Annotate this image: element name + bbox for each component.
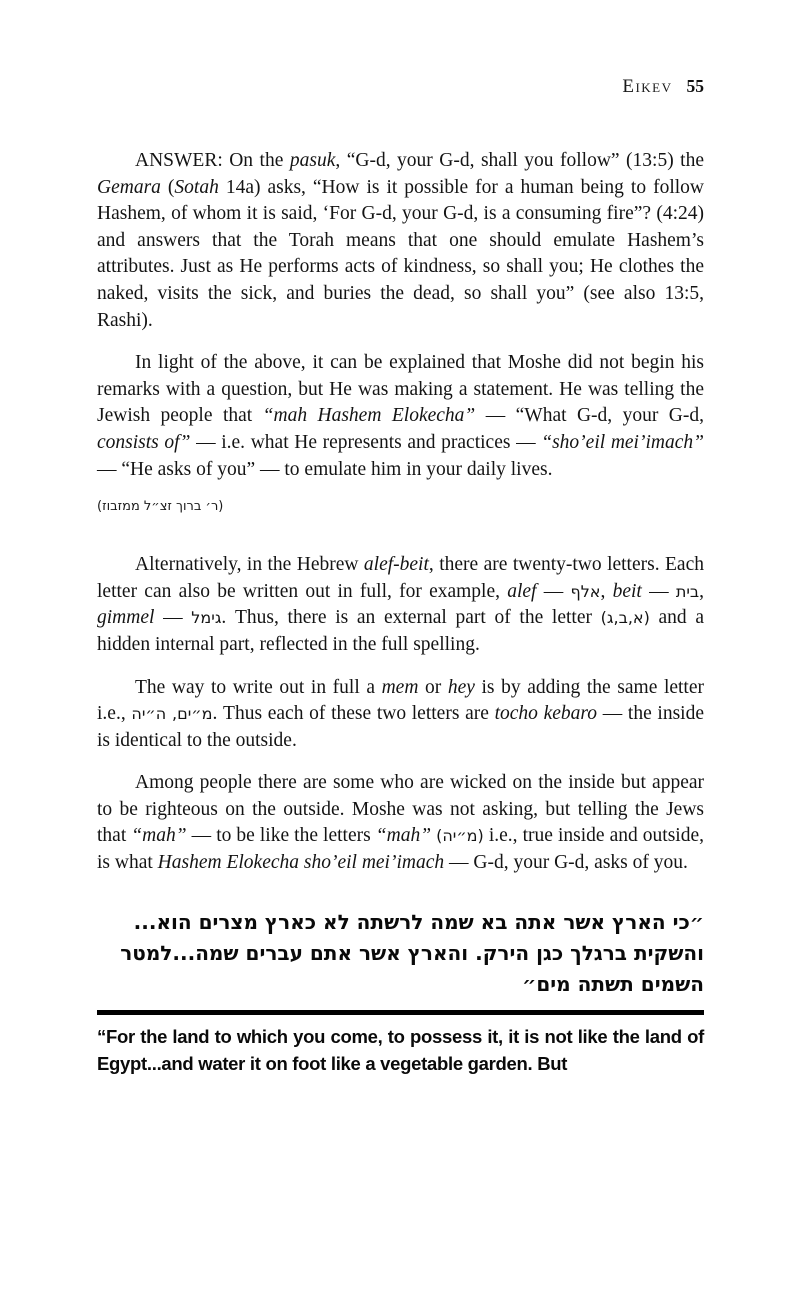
- text-run: . Thus each of these two letters are: [212, 703, 495, 725]
- hebrew-verse-quote: [97, 907, 704, 1000]
- italic-text: gimmel: [97, 607, 155, 629]
- hebrew-inline-text: (מ״יה): [436, 826, 484, 846]
- hebrew-inline-text: גימל: [191, 608, 222, 628]
- hebrew-inline-text: בית: [675, 581, 700, 601]
- italic-text: “sho’eil mei’imach”: [541, 431, 704, 453]
- text-run: —: [536, 580, 571, 602]
- text-run: i.e., true inside and outside, is what: [97, 825, 704, 874]
- italic-text: “mah”: [131, 825, 187, 847]
- text-run: In light of the above, it can be explained that Moshe did not begin his remarks with a question, but He was making a statement. He was telling the Jewish people that: [97, 352, 704, 427]
- hebrew-quote-line: השמים תשתה מים״: [522, 971, 704, 996]
- alef-beit-paragraph: [97, 552, 704, 658]
- text-run: — i.e. what He represents and practices —: [190, 431, 542, 453]
- hebrew-inline-text: אלף: [570, 581, 601, 601]
- italic-text: Gemara: [97, 176, 161, 198]
- italic-text: pasuk: [289, 150, 336, 171]
- hebrew-quote-line: והשקית ברגלך כגן הירק. והארץ אשר אתם עברים שמה...למטר: [120, 940, 704, 965]
- running-head: [97, 76, 704, 98]
- among-people-paragraph: [97, 770, 704, 876]
- text-run: — the inside is identical to the outside.: [97, 703, 704, 751]
- italic-text: beit: [612, 580, 642, 602]
- alternative-section: [97, 552, 704, 877]
- text-column: [97, 0, 704, 1078]
- section-title: Eikev: [622, 76, 673, 97]
- italic-text: Hashem Elokecha sho’eil mei’imach: [157, 852, 445, 874]
- text-run: is by adding the same letter i.e.,: [97, 676, 704, 725]
- text-run: —: [641, 580, 676, 602]
- text-run: , there are twenty-two letters. Each letter can also be written out in full, for example,: [97, 554, 704, 602]
- italic-text: consists of”: [97, 431, 191, 453]
- hebrew-quote-line: ״כי הארץ אשר אתה בא שמה לרשתה לא כארץ מצרים הוא...: [133, 909, 704, 934]
- text-run: and a hidden internal part, reflected in the full spelling.: [97, 607, 705, 655]
- answer-section: [97, 148, 704, 483]
- mem-hey-paragraph: [97, 675, 704, 755]
- text-run: — G-d, your G-d, asks of you.: [444, 852, 688, 874]
- italic-text: Sotah: [174, 176, 219, 198]
- text-run: —: [154, 607, 192, 629]
- text-run: Alternatively, in the Hebrew: [135, 554, 364, 576]
- attribution-line: (ר׳ ברוך זצ״ל ממזבוז): [97, 499, 224, 515]
- text-run: (: [160, 176, 175, 198]
- text-run: ,: [600, 580, 613, 602]
- text-run: — “He asks of you” — to emulate him in your daily lives.: [97, 458, 553, 480]
- text-run: Among people there are some who are wicked on the inside but appear to be righteous on the outside. Moshe was not asking, but telling the Jews that: [97, 772, 704, 847]
- italic-text: hey: [447, 676, 475, 698]
- italic-text: mem: [381, 676, 419, 698]
- page-number: 55: [686, 76, 704, 96]
- explanation-paragraph: [97, 350, 704, 483]
- section-divider-rule: [97, 1010, 704, 1015]
- text-run: — to be like the letters: [186, 825, 376, 847]
- italic-text: “mah Hashem Elokecha”: [262, 405, 476, 427]
- text-run: ,: [699, 580, 705, 602]
- italic-text: tocho kebaro: [494, 703, 598, 725]
- text-run: ANSWER: On the: [135, 150, 290, 171]
- hebrew-inline-text: (א,ב,ג): [600, 608, 650, 628]
- hebrew-inline-text: מ״ים, ה״יה: [131, 704, 213, 724]
- italic-text: alef-beit: [363, 554, 429, 576]
- text-run: 14a) asks, “How is it possible for a human being to follow Hashem, of whom it is said, ‘For G-d, your G-d, is a consuming fire”? (4:24) and answers that the Torah means that one should emulate Hashem’s attributes. Just as He performs acts of kindness, so shall you; He clothes the naked, visits the sick, and buries the dead, so shall you” (see also 13:5, Rashi).: [97, 176, 704, 331]
- text-run: or: [418, 676, 448, 698]
- text-run: , “G-d, your G-d, shall you follow” (13:5) the: [335, 150, 704, 171]
- answer-paragraph: [97, 148, 704, 334]
- text-run: The way to write out in full a: [135, 676, 382, 698]
- text-run: — “What G-d, your G-d,: [475, 405, 704, 427]
- verse-translation: “For the land to which you come, to possess it, it is not like the land of Egypt...and water it on foot like a vegetable garden. But: [97, 1025, 704, 1075]
- italic-text: alef: [507, 580, 537, 602]
- text-run: . Thus, there is an external part of the letter: [221, 607, 601, 629]
- italic-text: “mah”: [375, 825, 432, 847]
